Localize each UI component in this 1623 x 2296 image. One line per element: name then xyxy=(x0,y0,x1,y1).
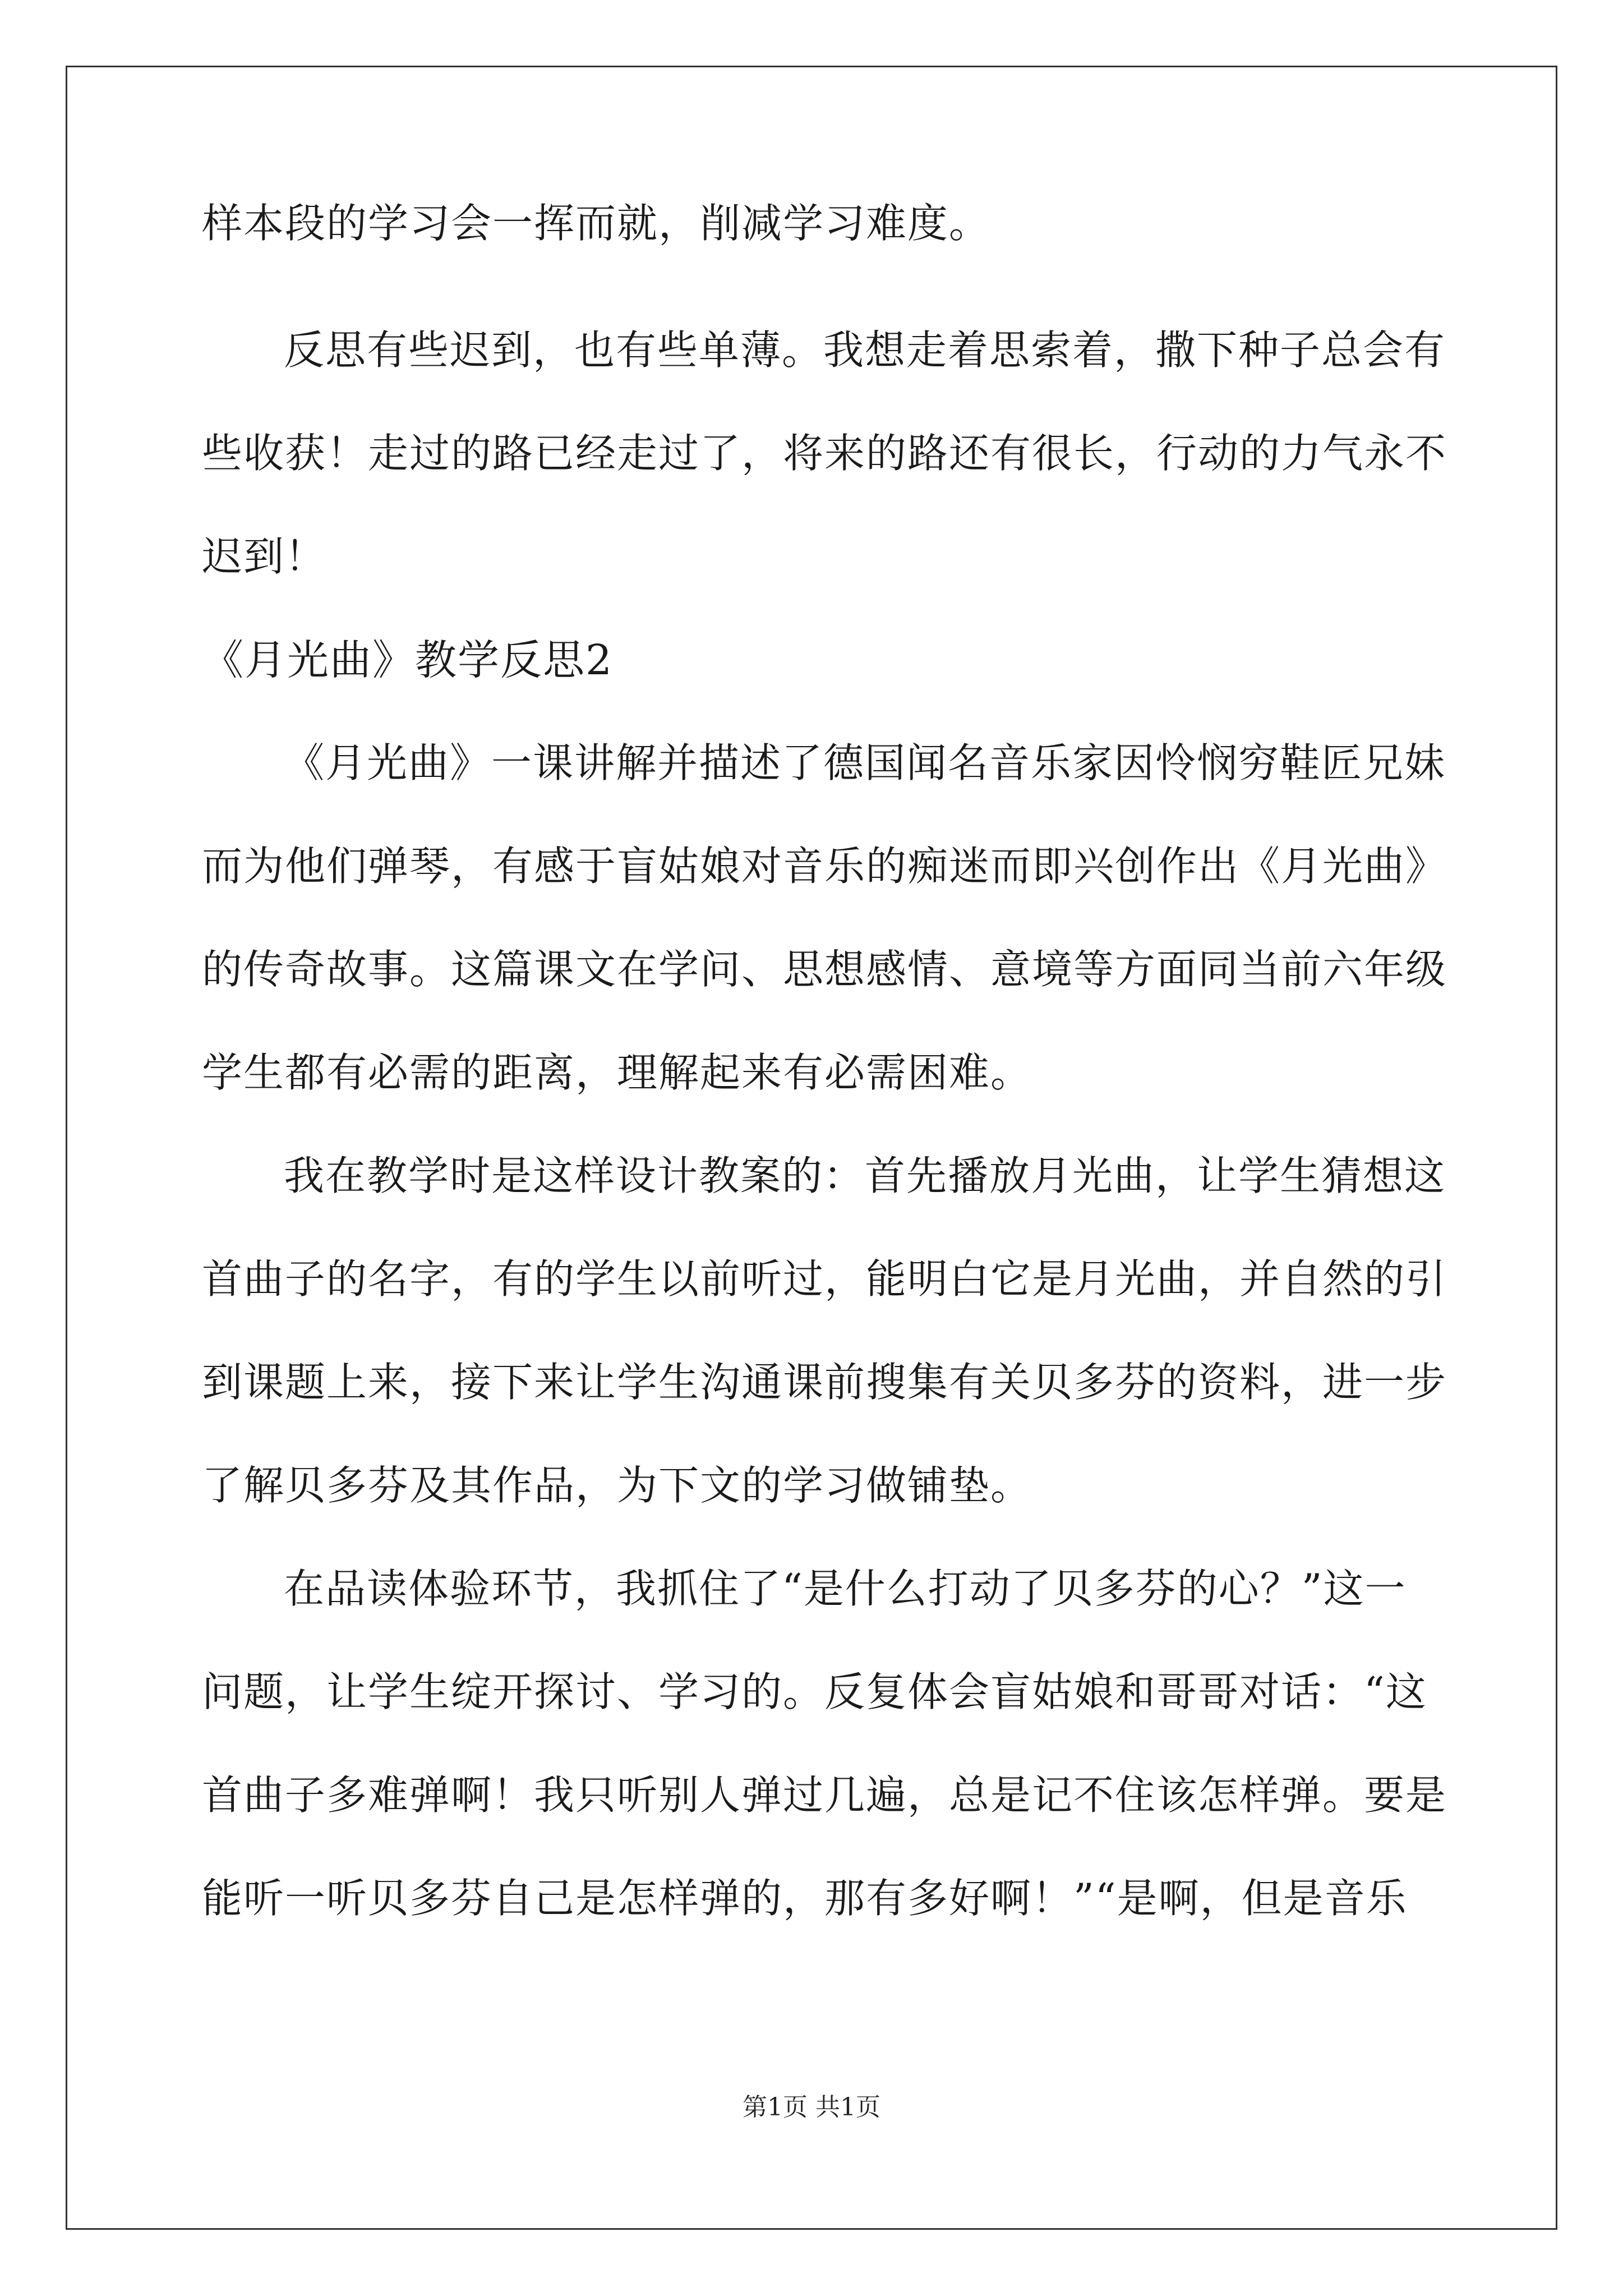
text-line: 样本段的学习会一挥而就，削减学习难度。 xyxy=(202,200,991,247)
section-heading: 《月光曲》教学反思2 xyxy=(202,636,614,684)
text-line: 首曲子多难弹啊！我只听别人弹过几遍，总是记不住该怎样弹。要是 xyxy=(202,1772,1447,1819)
text-line: 迟到！ xyxy=(202,533,327,580)
text-line: 些收获！走过的路已经走过了，将来的路还有很长，行动的力气永不 xyxy=(202,430,1447,477)
text-line: 到课题上来，接下来让学生沟通课前搜集有关贝多芬的资料，进一步 xyxy=(202,1359,1447,1406)
paragraph-first-line: 在品读体验环节，我抓住了“是什么打动了贝多芬的心？”这一 xyxy=(284,1565,1407,1612)
text-line: 问题，让学生绽开探讨、学习的。反复体会盲姑娘和哥哥对话：“这 xyxy=(202,1668,1427,1715)
text-line: 而为他们弹琴，有感于盲姑娘对音乐的痴迷而即兴创作出《月光曲》 xyxy=(202,843,1447,890)
text-line: 的传奇故事。这篇课文在学问、思想感情、意境等方面同当前六年级 xyxy=(202,946,1447,993)
paragraph-first-line: 我在教学时是这样设计教案的：首先播放月光曲，让学生猜想这 xyxy=(284,1152,1446,1199)
page-number-footer: 第1页 共1页 xyxy=(743,2093,880,2122)
text-line: 了解贝多芬及其作品，为下文的学习做铺垫。 xyxy=(202,1462,1032,1509)
text-line: 学生都有必需的距离，理解起来有必需困难。 xyxy=(202,1049,1032,1096)
text-line: 首曲子的名字，有的学生以前听过，能明白它是月光曲，并自然的引 xyxy=(202,1255,1447,1303)
paragraph-first-line: 反思有些迟到，也有些单薄。我想走着思索着，撒下种子总会有 xyxy=(284,326,1446,374)
paragraph-first-line: 《月光曲》一课讲解并描述了德国闻名音乐家因怜悯穷鞋匠兄妹 xyxy=(284,739,1446,786)
text-line: 能听一听贝多芬自己是怎样弹的，那有多好啊！”“是啊，但是音乐 xyxy=(202,1875,1408,1922)
